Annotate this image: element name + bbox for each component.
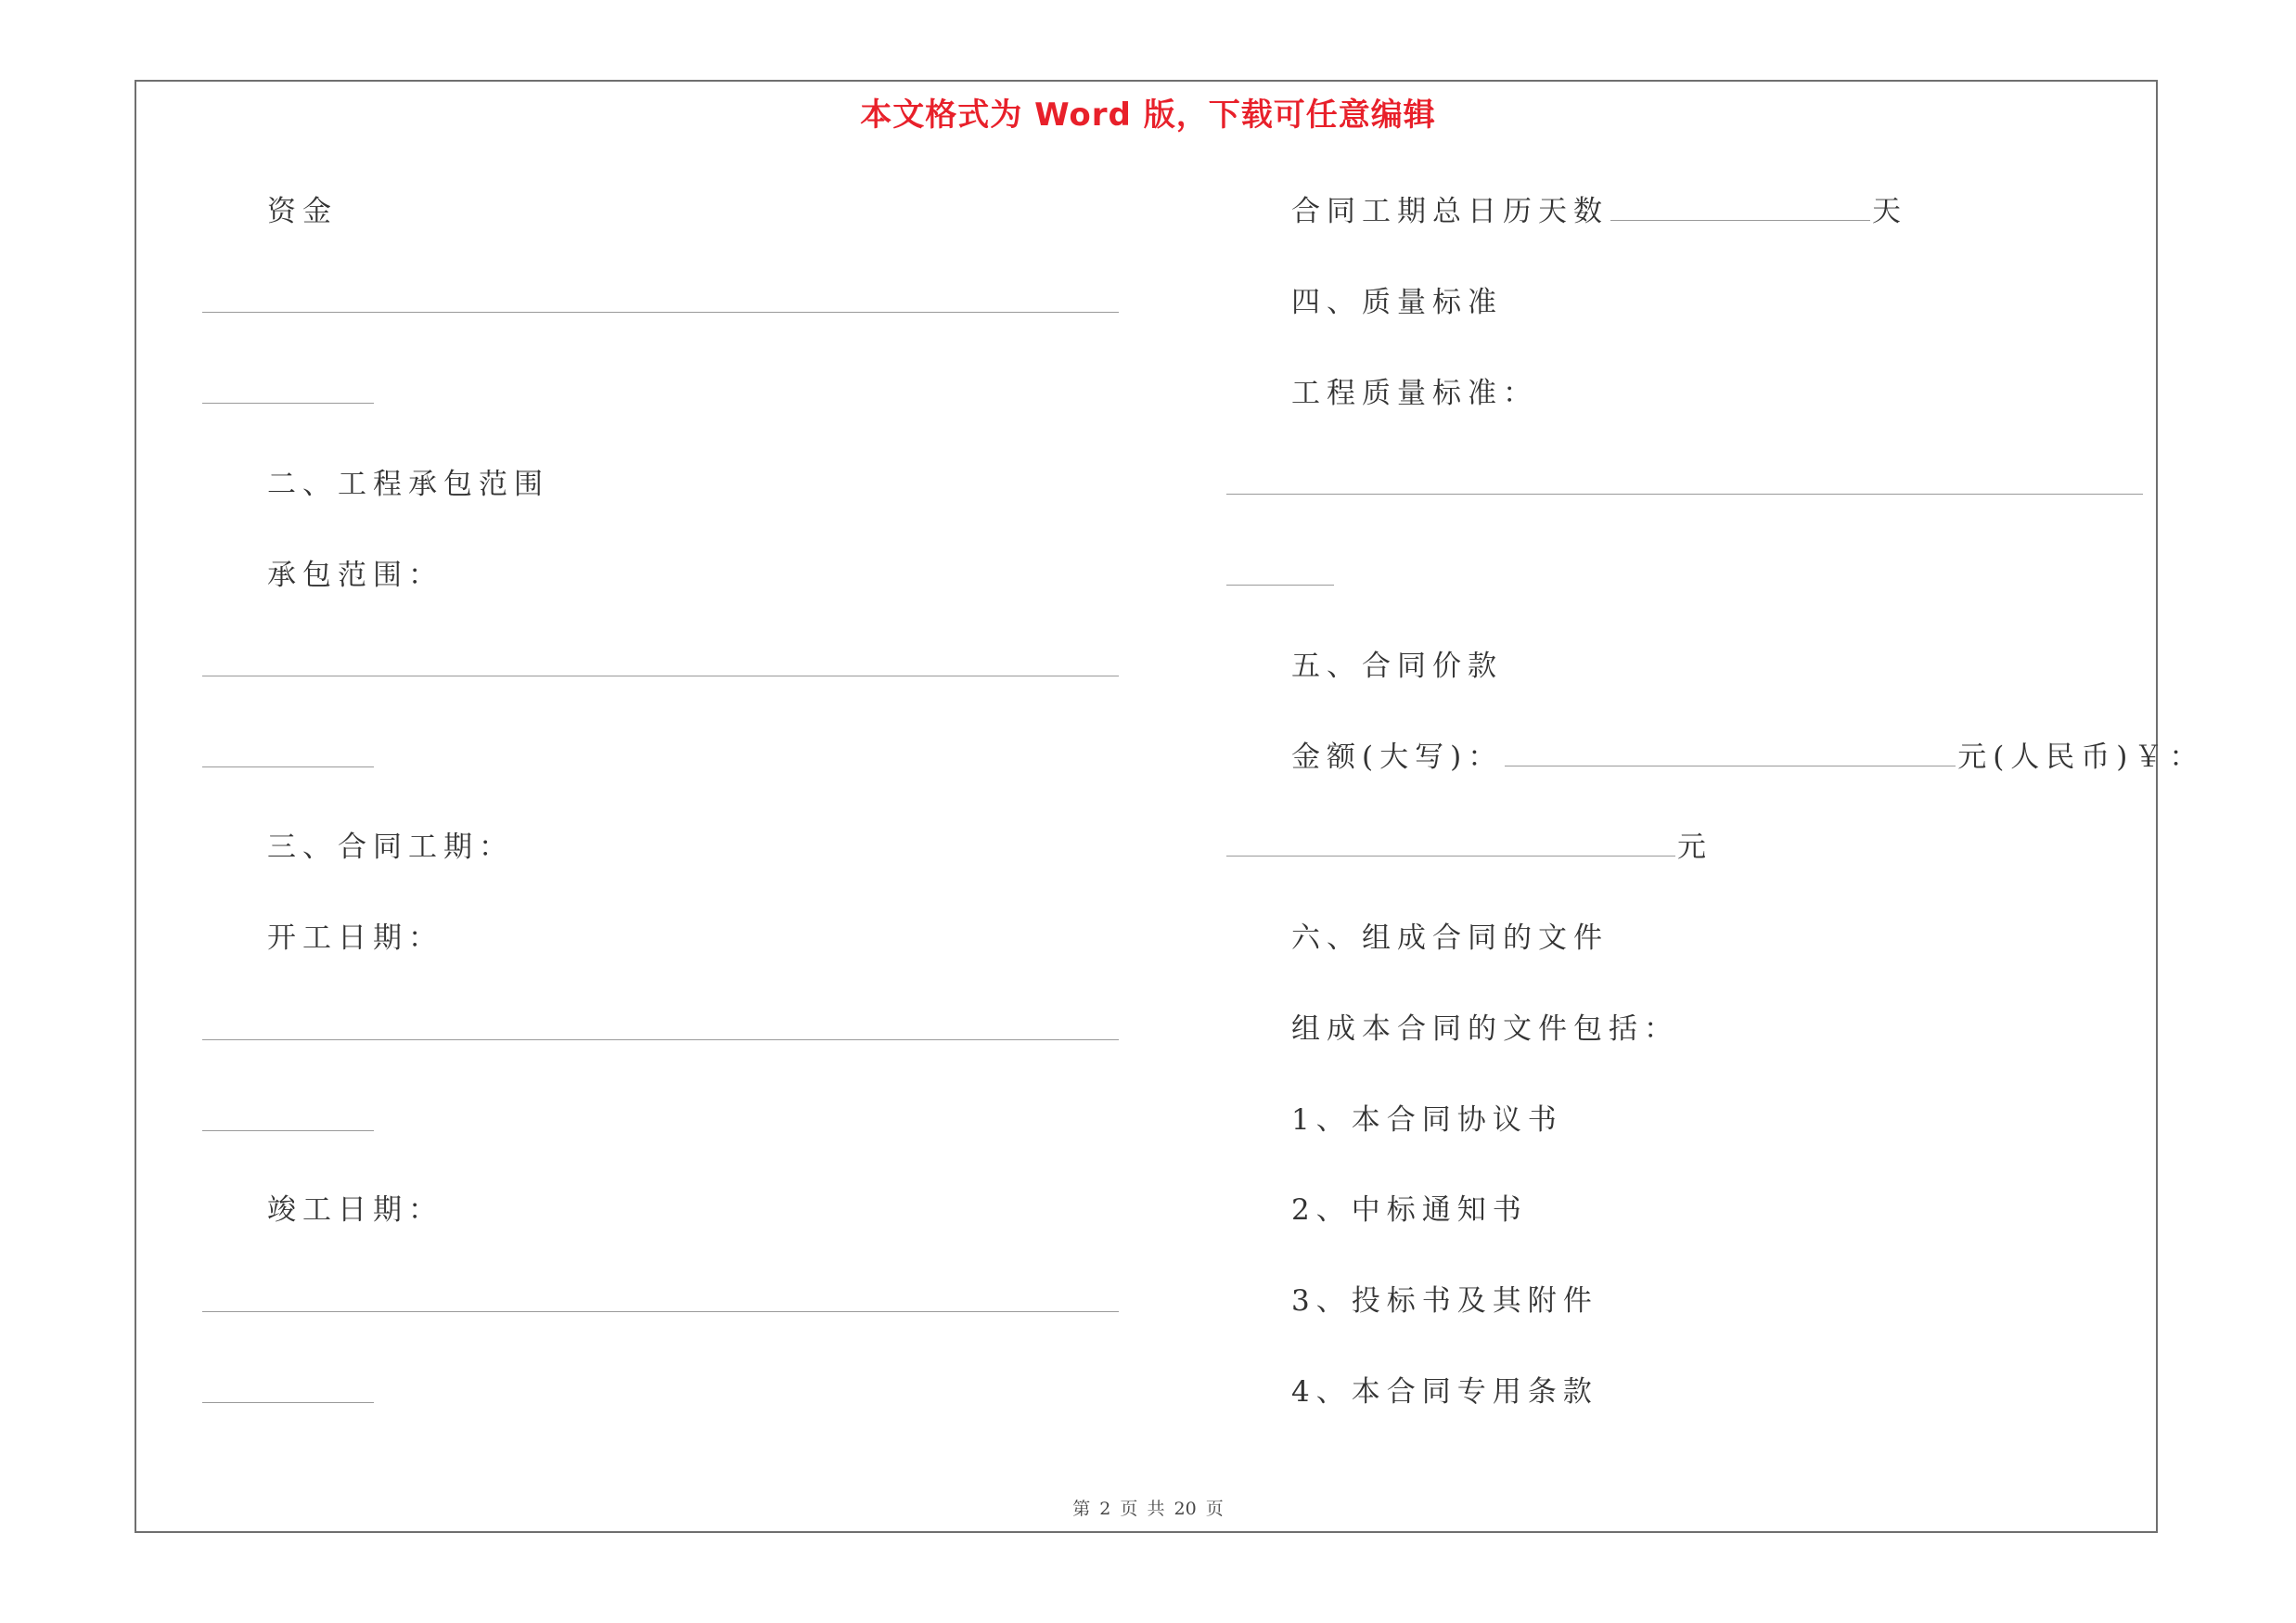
amount-rmb-label: 元(人民币)￥： <box>1957 741 2205 774</box>
funds-label: 资金 <box>267 195 338 228</box>
funds-fill-line <box>202 312 1119 313</box>
total-days-label: 合同工期总日历天数 <box>1291 195 1609 228</box>
completion-date-label: 竣工日期： <box>267 1193 443 1227</box>
quality-fill-line-short <box>1226 585 1334 586</box>
funds-fill-line-short <box>202 403 374 404</box>
start-date-label: 开工日期： <box>267 921 443 955</box>
completion-date-fill-line <box>202 1311 1119 1312</box>
section-2-title: 二、工程承包范围 <box>267 468 549 501</box>
quality-fill-line <box>1226 494 2143 495</box>
total-days-blank <box>1610 194 1870 221</box>
section-5-title: 五、合同价款 <box>1291 650 1503 683</box>
start-date-fill-line <box>202 1039 1119 1040</box>
start-date-fill-line-short <box>202 1130 374 1131</box>
page-indicator: 第 2 页 共 20 页 <box>1072 1499 1224 1519</box>
scope-label: 承包范围： <box>267 559 443 592</box>
quality-label: 工程质量标准： <box>1291 377 1538 410</box>
amount-row <box>1291 739 2204 776</box>
section-3-title: 三、合同工期： <box>267 831 514 864</box>
documents-intro: 组成本合同的文件包括： <box>1291 1012 1679 1046</box>
total-days-row <box>1291 193 1907 230</box>
amount-unit: 元 <box>1677 831 1712 864</box>
document-item: 2、中标通知书 <box>1291 1193 1528 1227</box>
section-4-title: 四、质量标准 <box>1291 286 1503 319</box>
amount-figures-row <box>1226 829 1712 866</box>
section-6-title: 六、组成合同的文件 <box>1291 921 1609 955</box>
page-frame <box>135 80 2158 1533</box>
amount-figures-blank <box>1226 830 1675 857</box>
total-days-unit: 天 <box>1872 195 1907 228</box>
document-item: 1、本合同协议书 <box>1291 1103 1563 1137</box>
amount-words-blank <box>1505 740 1956 766</box>
amount-label: 金额(大写)： <box>1291 741 1504 774</box>
scope-fill-line-short <box>202 766 374 767</box>
completion-date-fill-line-short <box>202 1402 374 1403</box>
document-item: 4、本合同专用条款 <box>1291 1375 1598 1409</box>
word-format-notice: 本文格式为 Word 版，下载可任意编辑 <box>860 97 1436 134</box>
document-item: 3、投标书及其附件 <box>1291 1284 1598 1318</box>
